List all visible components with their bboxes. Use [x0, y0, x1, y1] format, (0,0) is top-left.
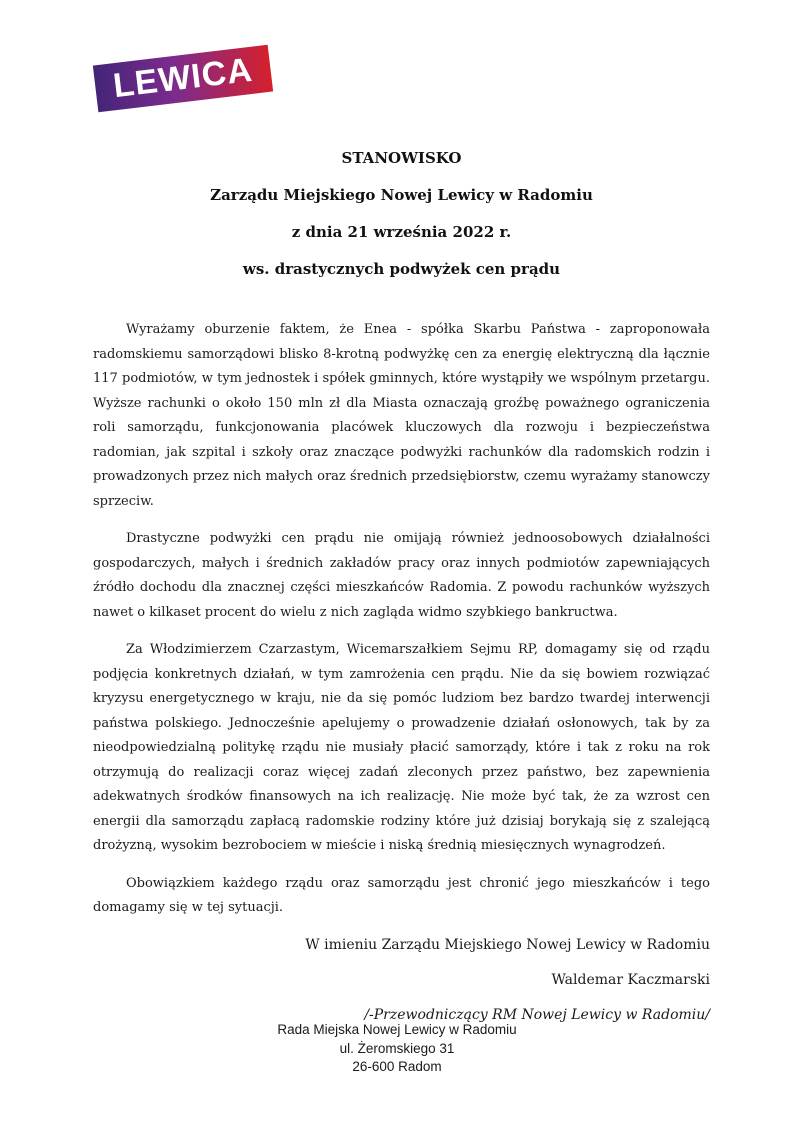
signature-on-behalf: W imieniu Zarządu Miejskiego Nowej Lewicy w Radomiu — [305, 936, 710, 953]
signature-block — [93, 934, 710, 1026]
title-subject: ws. drastycznych podwyżek cen prądu — [242, 260, 561, 278]
body-paragraph-4: Obowiązkiem każdego rządu oraz samorządu jest chronić jego mieszkańców i tego domagamy się w tej sytuacji. — [93, 875, 710, 915]
footer-address — [0, 1021, 794, 1077]
signature-name: Waldemar Kaczmarski — [551, 971, 710, 988]
footer-organization: Rada Miejska Nowej Lewicy w Radomiu — [277, 1022, 517, 1037]
title-organization: Zarządu Miejskiego Nowej Lewicy w Radomiu — [210, 186, 593, 204]
footer-postal-city: 26-600 Radom — [352, 1059, 442, 1074]
footer-street: ul. Żeromskiego 31 — [339, 1040, 455, 1056]
title-block — [93, 147, 710, 280]
signature-role: /-Przewodniczący RM Nowej Lewicy w Radomiu/ — [364, 1006, 710, 1023]
body-paragraph-1: Wyrażamy oburzenie faktem, że Enea - spółka Skarbu Państwa - zaproponowała radomskiemu samorządowi blisko 8-krotną podwyżkę cen za energię elektryczną dla łącznie 117 podmiotów, w tym jednostek i spółek gminnych, które wystąpiły we wspólnym przetargu. Wyższe rachunki o około 150 mln zł dla Miasta oznaczają groźbę poważnego ograniczenia roli samorządu, funkcjonowania placówek kluczowych dla rozwoju i bezpieczeństwa radomian, jak szpital i szkoły oraz znaczące podwyżki rachunków dla radomskich rodzin i prowadzonych przez nich małych oraz średnich przedsiębiorstw, czemu wyrażamy stanowczy sprzeciw. — [93, 322, 710, 509]
lewica-logo-text: LEWICA — [111, 50, 255, 106]
body-text — [93, 318, 710, 921]
statement-heading: STANOWISKO — [341, 149, 462, 167]
body-paragraph-2: Drastyczne podwyżki cen prądu nie omijają również jednoosobowych działalności gospodarczych, małych i średnich zakładów pracy oraz innych podmiotów zapewniających źródło dochodu dla znacznej części mieszkańców Radomia. Z powodu rachunków wyższych nawet o kilkaset procent do wielu z nich zagląda widmo szybkiego bankructwa. — [93, 531, 710, 620]
title-date: z dnia 21 września 2022 r. — [291, 223, 512, 241]
body-paragraph-3: Za Włodzimierzem Czarzastym, Wicemarszałkiem Sejmu RP, domagamy się od rządu podjęcia konkretnych działań, w tym zamrożenia cen prądu. Nie da się bowiem rozwiązać kryzysu energetycznego w kraju, nie da się pomóc ludziom bez bardzo twardej interwencji państwa polskiego. Jednocześnie apelujemy o prowadzenie działań osłonowych, tak by za nieodpowiedzialną politykę rządu nie musiały płacić samorządy, które i tak z roku na rok otrzymują do realizacji coraz więcej zadań zleconych przez państwo, bez zapewnienia adekwatnych środków finansowych na ich realizację. Nie może być tak, że za wzrost cen energii dla samorządu zapłacą radomskie rodziny które już dzisiaj borykają się z szalejącą drożyzną, wysokim bezrobociem w mieście i niską średnią miesięcznych wynagrodzeń. — [93, 642, 710, 853]
